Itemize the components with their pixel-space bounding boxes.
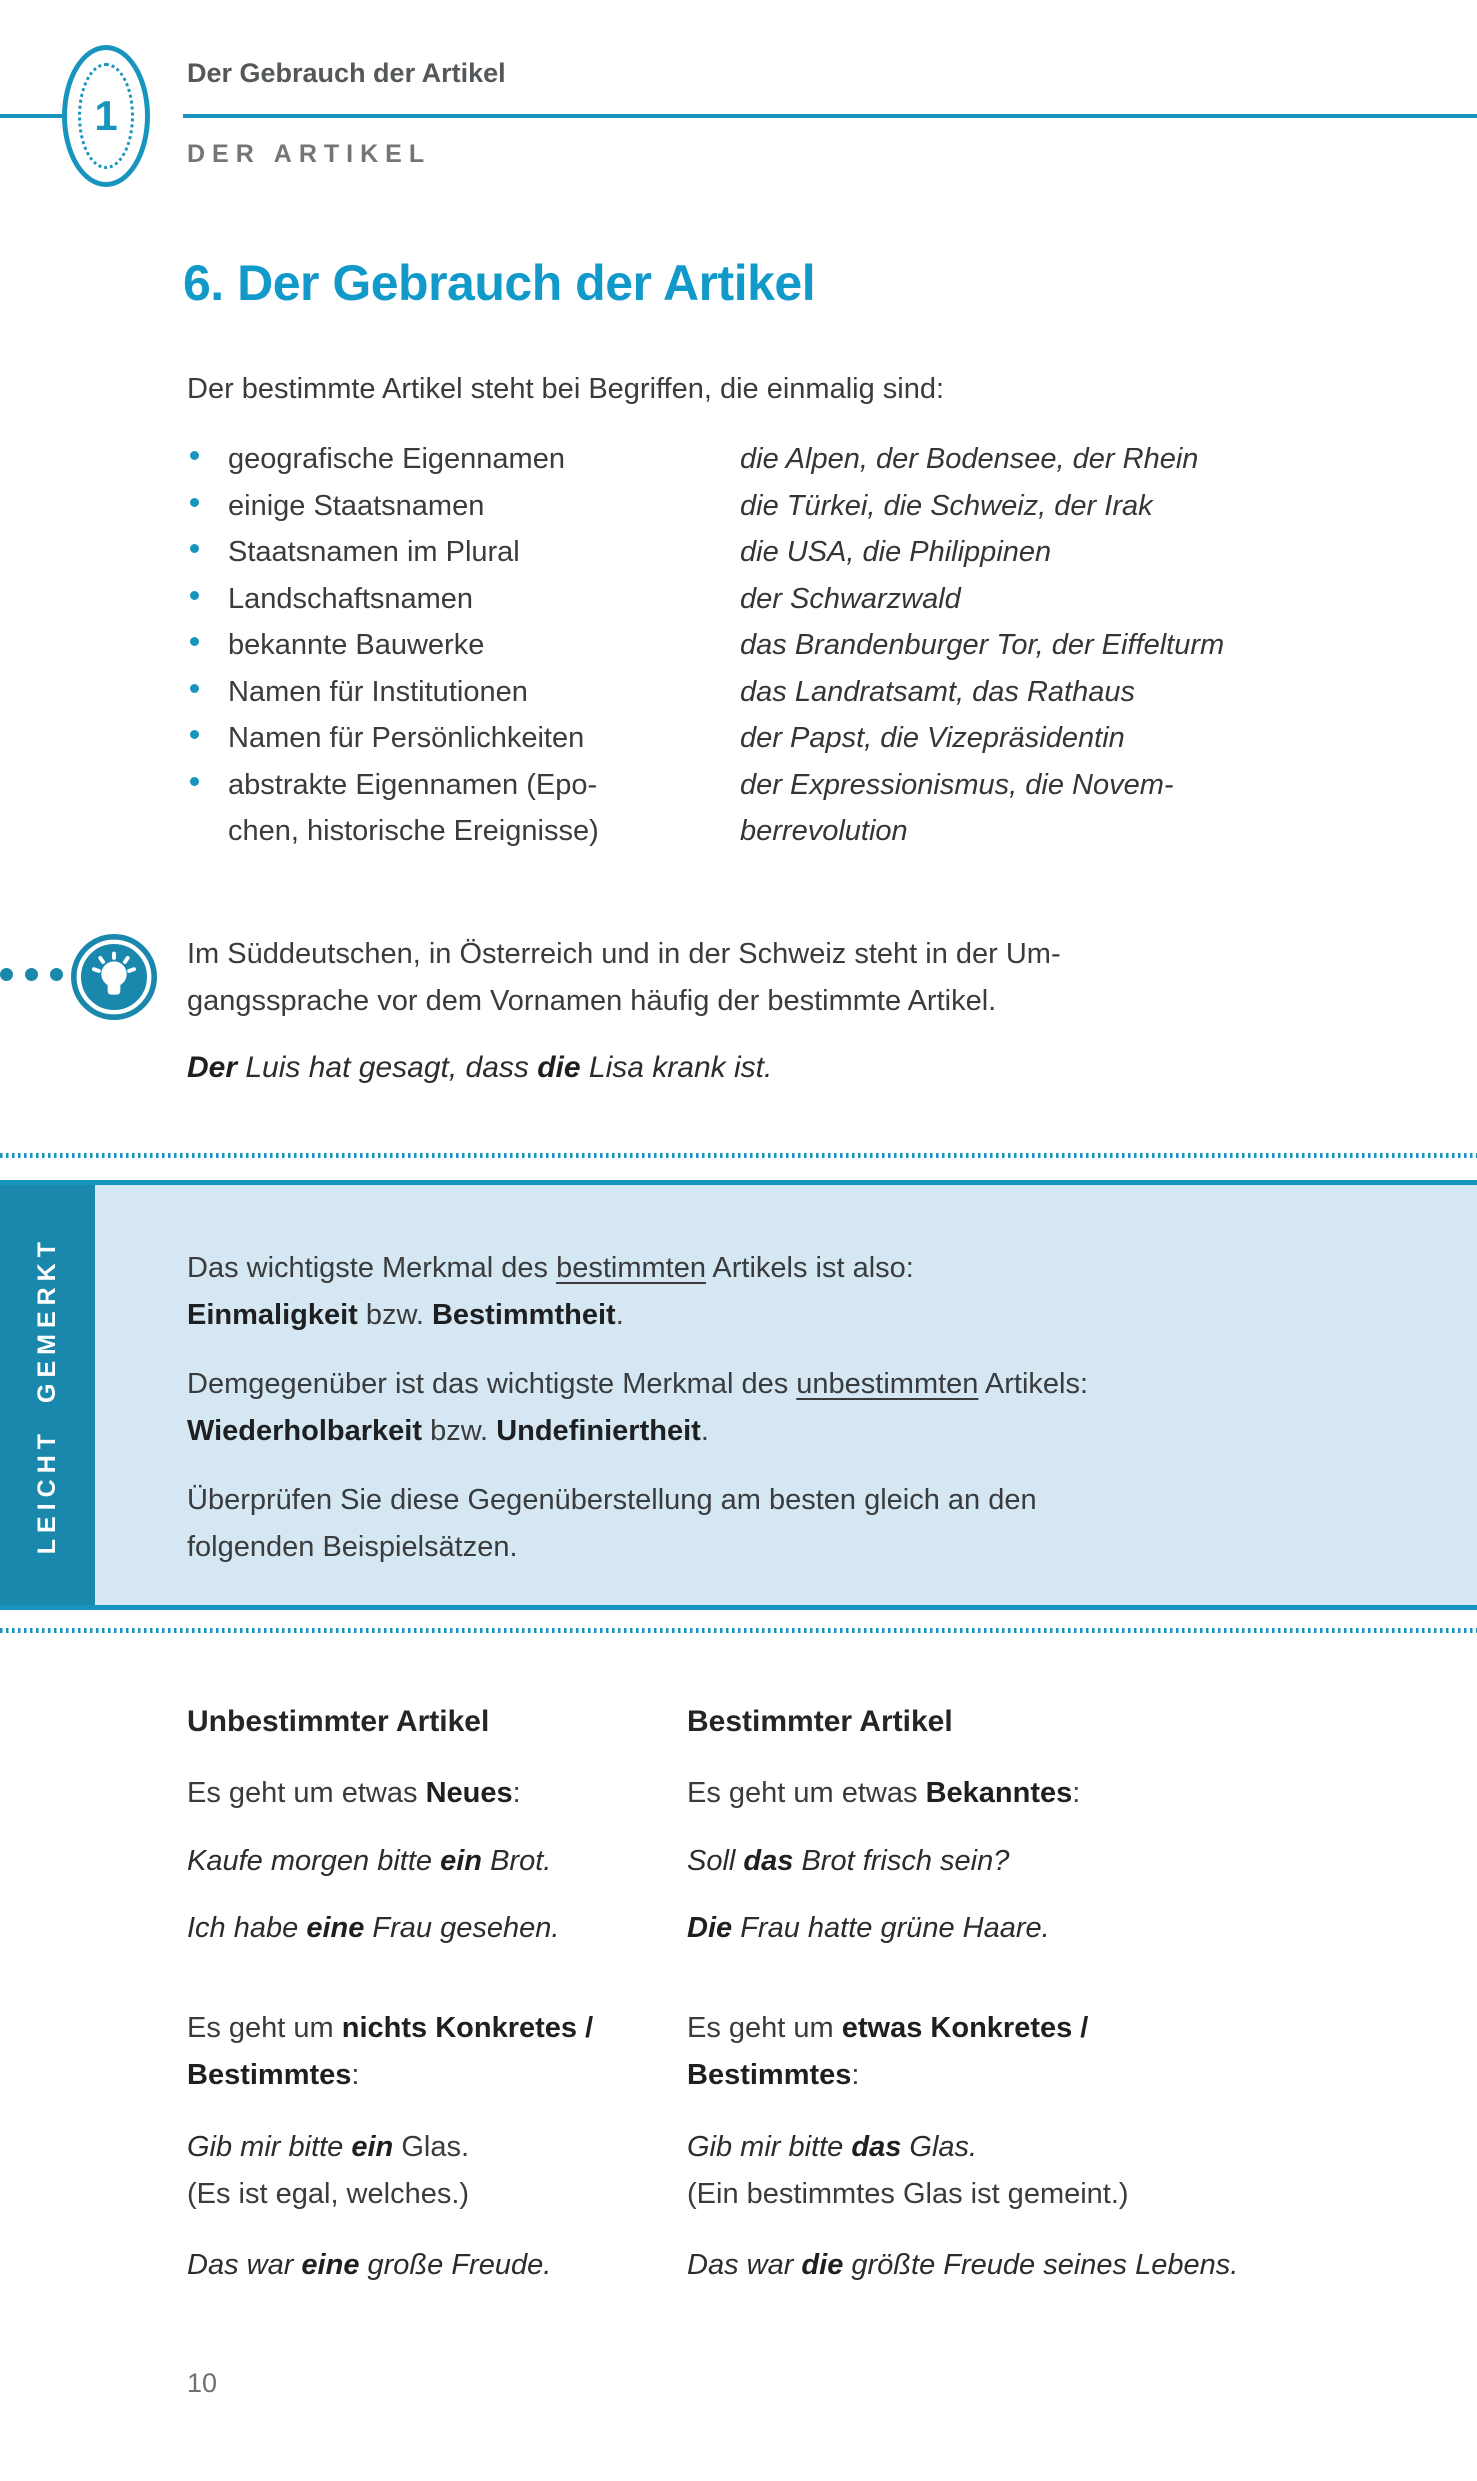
- list-item-example: die Türkei, die Schweiz, der Irak: [740, 489, 1153, 522]
- memo-line: Das wichtigste Merkmal des bestimmten Artikels ist also:: [187, 1252, 914, 1284]
- list-item-label: geografische Eigennamen: [228, 443, 565, 475]
- page-title: 6. Der Gebrauch der Artikel: [183, 255, 816, 311]
- memo-box-side-bar: [0, 1185, 95, 1605]
- list-item: [187, 483, 1427, 530]
- memo-line: folgenden Beispielsätzen.: [187, 1530, 518, 1563]
- bullet-icon: [190, 730, 199, 739]
- memo-line: Demgegenüber ist das wichtigste Merkmal des unbestimmten Artikels:: [187, 1368, 1089, 1400]
- list-item: [187, 529, 1427, 576]
- list-item-example: das Landratsamt, das Rathaus: [740, 675, 1135, 708]
- list-item-example: die USA, die Philippinen: [740, 536, 1052, 568]
- list-item-label: Landschaftsnamen: [228, 582, 474, 615]
- list-item: [187, 669, 1427, 716]
- comparison-example: Gib mir bitte das Glas.: [687, 2131, 978, 2163]
- chapter-badge-dotted-ring: [78, 63, 134, 169]
- bullet-icon: [190, 684, 199, 693]
- list-item: [187, 715, 1427, 762]
- comparison-column-indefinite: [187, 1698, 667, 2289]
- comparison-example: Ich habe eine Frau gesehen.: [187, 1912, 560, 1944]
- list-item: [187, 436, 1427, 483]
- memo-line: Einmaligkeit bzw. Bestimmtheit.: [187, 1298, 624, 1331]
- list-item: [187, 762, 1427, 855]
- column-header: Unbestimmter Artikel: [187, 1705, 490, 1738]
- comparison-line: Es geht um nichts Konkretes /: [187, 2012, 594, 2044]
- intro-sentence: Der bestimmte Artikel steht bei Begriffen, die einmalig sind:: [187, 373, 945, 405]
- list-item-example: der Schwarzwald: [740, 582, 961, 615]
- comparison-example: Gib mir bitte ein Glas.: [187, 2131, 470, 2163]
- header-left-rule: [0, 114, 62, 118]
- comparison-example: Die Frau hatte grüne Haare.: [687, 1912, 1050, 1944]
- memo-line: Wiederholbarkeit bzw. Undefiniertheit.: [187, 1414, 709, 1447]
- list-item-label: Namen für Institutionen: [228, 675, 528, 708]
- comparison-example-note: (Es ist egal, welches.): [187, 2178, 470, 2210]
- list-item: [187, 622, 1427, 669]
- list-item: [187, 576, 1427, 623]
- bullet-list: [187, 436, 1427, 855]
- bullet-icon: [190, 637, 199, 646]
- lightbulb-icon: [70, 933, 158, 1021]
- bullet-icon: [190, 544, 199, 553]
- comparison-example: Das war eine große Freude.: [187, 2249, 552, 2281]
- comparison-line: Es geht um etwas Konkretes /: [687, 2012, 1089, 2044]
- note-paragraph: Im Süddeutschen, in Österreich und in der Schweiz steht in der Um- gangssprache vor dem Vornamen häufig der bestimmte Artikel.: [187, 938, 1061, 1017]
- memo-box: [0, 1180, 1477, 1610]
- chapter-badge: [62, 45, 150, 187]
- bullet-icon: [190, 777, 199, 786]
- bullet-icon: [190, 498, 199, 507]
- header-rule: [183, 114, 1477, 118]
- chapter-number: 1: [94, 92, 118, 139]
- comparison-line: Es geht um etwas Neues:: [187, 1777, 521, 1809]
- comparison-example: Soll das Brot frisch sein?: [687, 1845, 1010, 1877]
- page-number: 10: [187, 2368, 218, 2398]
- comparison-example: Das war die größte Freude seines Lebens.: [687, 2249, 1239, 2281]
- comparison-line: Bestimmtes:: [187, 2059, 360, 2091]
- list-item-example: der Expressionismus, die Novem- berrevolution: [740, 768, 1174, 847]
- comparison-example: Kaufe morgen bitte ein Brot.: [187, 1845, 552, 1877]
- list-item-label: abstrakte Eigennamen (Epo- chen, historische Ereignisse): [228, 768, 599, 847]
- list-item-label: bekannte Bauwerke: [228, 629, 485, 661]
- comparison-line: Bestimmtes:: [687, 2059, 860, 2091]
- dotted-separator-top: [0, 1153, 1477, 1158]
- comparison-column-definite: [687, 1698, 1477, 2289]
- note-example-sentence: Der Luis hat gesagt, dass die Lisa krank ist.: [187, 1051, 773, 1084]
- list-item-example: das Brandenburger Tor, der Eiffelturm: [740, 629, 1225, 661]
- column-header: Bestimmter Artikel: [687, 1705, 953, 1738]
- section-label: DER ARTIKEL: [187, 140, 432, 168]
- comparison-example-note: (Ein bestimmtes Glas ist gemeint.): [687, 2178, 1129, 2210]
- comparison-line: Es geht um etwas Bekanntes:: [687, 1777, 1081, 1809]
- memo-box-side-label: LEICHT GEMERKT: [33, 1235, 61, 1555]
- list-item-label: Staatsnamen im Plural: [228, 536, 520, 568]
- list-item-label: Namen für Persönlichkeiten: [228, 722, 585, 754]
- list-item-example: die Alpen, der Bodensee, der Rhein: [740, 443, 1199, 475]
- list-item-label: einige Staatsnamen: [228, 489, 485, 522]
- bullet-icon: [190, 451, 199, 460]
- breadcrumb: Der Gebrauch der Artikel: [187, 58, 506, 88]
- dotted-separator-bottom: [0, 1628, 1477, 1633]
- memo-line: Überprüfen Sie diese Gegenüberstellung am besten gleich an den: [187, 1484, 1037, 1516]
- memo-box-content: [95, 1185, 1477, 1605]
- list-item-example: der Papst, die Vizepräsidentin: [740, 722, 1125, 754]
- bullet-icon: [190, 591, 199, 600]
